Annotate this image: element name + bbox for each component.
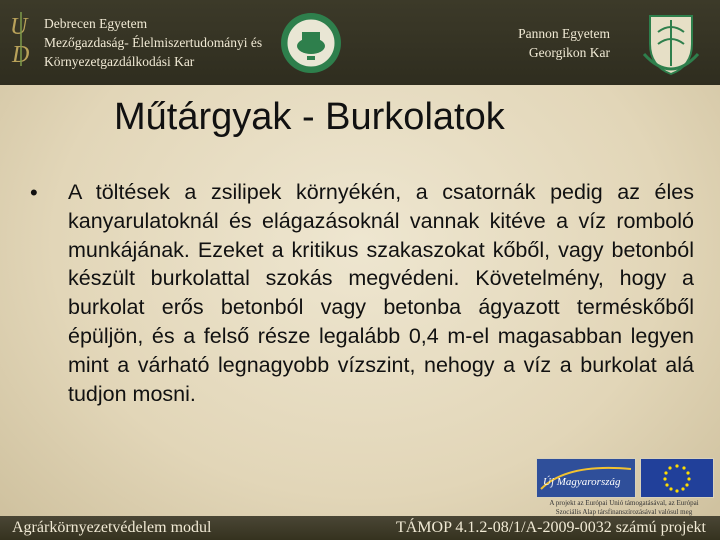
header-bar	[0, 0, 720, 85]
georgikon-crest-icon	[640, 10, 702, 76]
eu-flag-icon	[640, 458, 714, 498]
svg-text:D: D	[12, 42, 30, 68]
slide-title: Műtárgyak - Burkolatok	[114, 96, 505, 138]
uj-magyarorszag-logo	[536, 458, 636, 498]
right-institution-line: Pannon Egyetem	[518, 26, 610, 41]
left-institution-line: Debrecen Egyetem	[44, 16, 148, 31]
bullet-marker: •	[30, 180, 38, 205]
funding-note: A projekt az Európai Unió támogatásával, az Európai Szociális Alap társfinanszírozásával valósul meg	[549, 499, 699, 516]
uj-magyarorszag-emblem	[537, 459, 635, 497]
svg-text:U: U	[10, 14, 28, 40]
right-institution-name	[518, 24, 610, 62]
footer-module-name: Agrárkörnyezetvédelem modul	[12, 519, 212, 536]
left-institution-line: Környezetgazdálkodási Kar	[44, 54, 195, 69]
ud-monogram-logo	[6, 8, 36, 68]
uj-logo-text: Új Magyarország	[543, 476, 621, 488]
left-institution-name	[44, 14, 262, 71]
left-institution-line: Mezőgazdaság- Élelmiszertudományi és	[44, 35, 263, 50]
footer-project-id: TÁMOP 4.1.2-08/1/A-2009-0032 számú projekt	[395, 519, 706, 536]
bullet-text: A töltések a zsilipek környékén, a csatornák pedig az éles kanyarulatoknál és elágazásoknál vannak kitéve a víz romboló munkájának. Ezeket a kritikus szakaszokat kőből, vagy betonból készült burkolattal szokás megvédeni. Követelmény, hogy a burkolat erős betonból vagy betonba ágyazott terméskőből épüljön, és a felső része legalább 0,4 m-el magasabban legyen mint a várható legnagyobb vízszint, nehogy a víz a burkolat alá tudjon mosni.	[68, 180, 694, 406]
university-seal-icon	[280, 12, 342, 74]
eu-stars	[641, 459, 713, 497]
right-institution-line: Georgikon Kar	[528, 45, 610, 60]
footer-bar	[0, 516, 720, 540]
funding-logos	[536, 458, 712, 498]
